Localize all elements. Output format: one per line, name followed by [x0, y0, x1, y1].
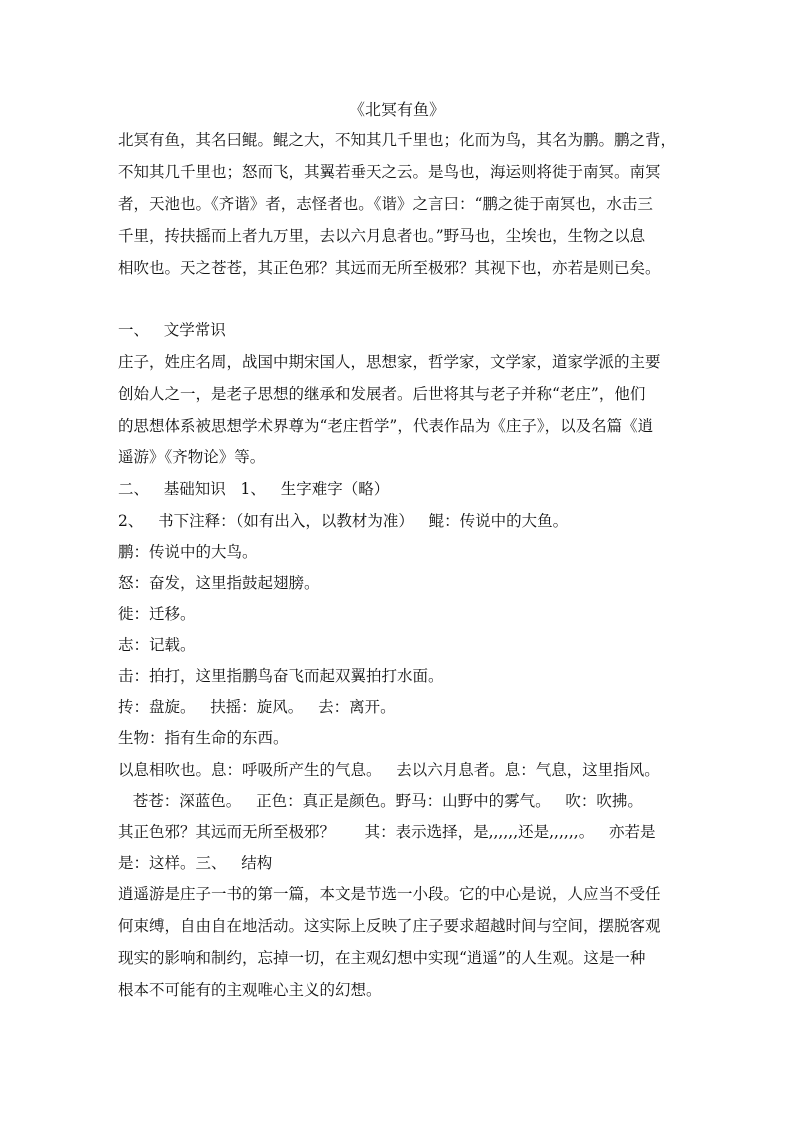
- text-line: 以息相吹也。息：呼吸所产生的气息。 去以六月息者。息：气息，这里指风。: [118, 761, 660, 779]
- text-line: 击：拍打，这里指鹏鸟奋飞而起双翼拍打水面。: [118, 667, 444, 685]
- text-line: 根本不可能有的主观唯心主义的幻想。: [118, 981, 382, 999]
- text-line: 是：这样。三、 结构: [118, 854, 273, 872]
- section-heading: 二、 基础知识 1、 生字难字（略）: [118, 480, 390, 498]
- text-line: 苍苍：深蓝色。 正色：真正是颜色。野马：山野中的雾气。 吹：吹拂。: [118, 792, 643, 810]
- text-line: 怒：奋发，这里指鼓起翅膀。: [118, 574, 320, 592]
- section-heading: 一、 文学常识: [118, 321, 226, 339]
- text-line: 其正色邪？其远而无所至极邪？ 其：表示选择，是,,,,,,还是,,,,,,。 亦若是: [118, 823, 656, 841]
- text-line: 徙：迁移。: [118, 605, 196, 623]
- text-line: 生物：指有生命的东西。: [118, 729, 289, 747]
- text-line: 逍遥游是庄子一书的第一篇，本文是节选一小段。它的中心是说，人应当不受任: [118, 885, 661, 903]
- page-title: 《北冥有鱼》: [348, 100, 445, 119]
- text-line: 遥游》《齐物论》等。: [118, 448, 266, 466]
- text-line: 庄子，姓庄名周，战国中期宋国人，思想家，哲学家，文学家，道家学派的主要: [118, 353, 661, 371]
- text-line: 不知其几千里也；怒而飞，其翼若垂天之云。是鸟也，海运则将徙于南冥。南冥: [118, 163, 661, 181]
- text-line: 相吹也。天之苍苍，其正色邪？其远而无所至极邪？其视下也，亦若是则已矣。: [118, 259, 661, 277]
- text-line: 志：记载。: [118, 636, 196, 654]
- text-line: 的思想体系被思想学术界尊为“老庄哲学”，代表作品为《庄子》，以及名篇《逍: [118, 417, 654, 435]
- text-line: 2、 书下注释：（如有出入，以教材为准） 鲲：传说中的大鱼。: [118, 512, 569, 530]
- text-line: 鹏：传说中的大鸟。: [118, 543, 258, 561]
- text-line: 现实的影响和制约，忘掉一切，在主观幻想中实现“逍遥”的人生观。这是一种: [118, 949, 646, 967]
- text-line: 千里，抟扶摇而上者九万里，去以六月息者也。”野马也，尘埃也，生物之以息: [118, 227, 646, 245]
- text-line: 抟：盘旋。 扶摇：旋风。 去：离开。: [118, 698, 396, 716]
- text-line: 者，天池也。《齐谐》者，志怪者也。《谐》之言曰：“鹏之徙于南冥也，水击三: [118, 195, 653, 213]
- text-line: 北冥有鱼，其名曰鲲。鲲之大，不知其几千里也；化而为鸟，其名为鹏。鹏之背，: [118, 131, 677, 149]
- text-line: 何束缚，自由自在地活动。这实际上反映了庄子要求超越时间与空间，摆脱客观: [118, 917, 661, 935]
- text-line: 创始人之一，是老子思想的继承和发展者。后世将其与老子并称“老庄”，他们: [118, 385, 646, 403]
